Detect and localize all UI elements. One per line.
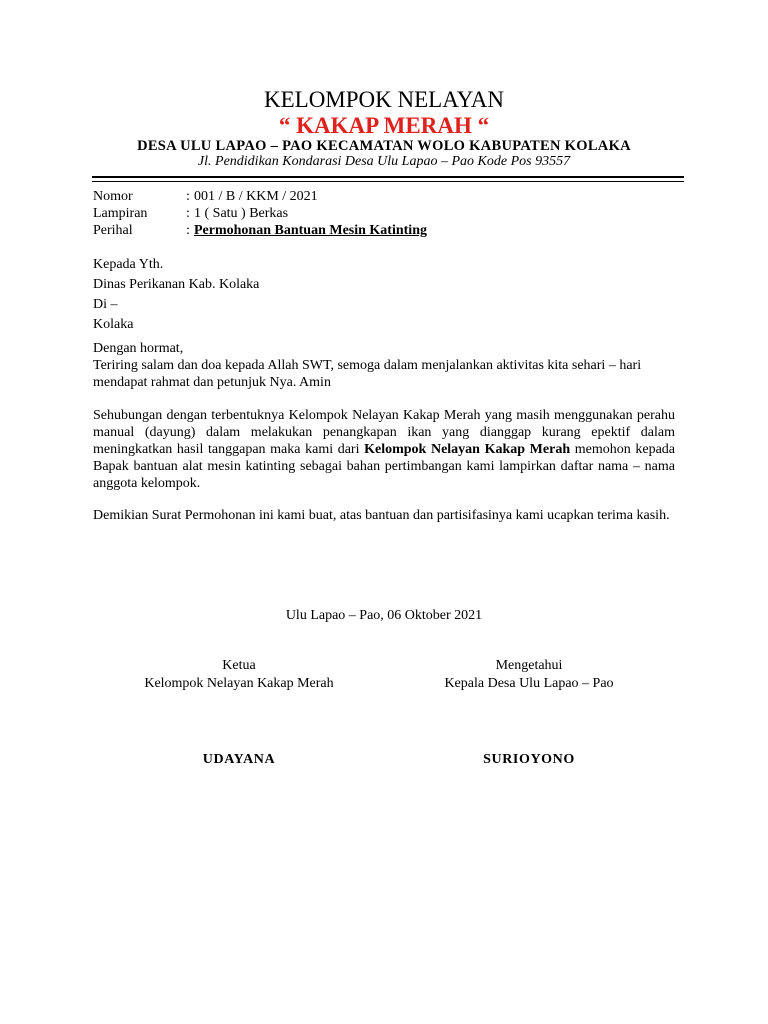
- letterhead-divider-thick: [92, 176, 684, 178]
- meta-colon: :: [186, 206, 190, 221]
- closing-paragraph: Demikian Surat Permohonan ini kami buat, atas bantuan dan partisifasinya kami ucapkan terima kasih.: [93, 508, 670, 523]
- main-paragraph-text: Sehubungan dengan terbentuknya Kelompok Nelayan Kakap Merah yang masih menggunakan perahu manual (dayung) dalam melakukan penangkapan ikan yang dianggap kurang epektif dalam meningkatkan hasil tanggapan maka kami dari: [93, 408, 675, 457]
- letter-meta: [93, 188, 427, 239]
- meta-row-nomor: [93, 188, 427, 205]
- signature-org: Kelompok Nelayan Kakap Merah: [144, 676, 334, 691]
- meta-value: 1 ( Satu ) Berkas: [194, 206, 289, 221]
- recipient-block: [93, 255, 259, 335]
- meta-colon: :: [186, 189, 190, 204]
- meta-label: Lampiran: [93, 206, 148, 221]
- recipient-line: Kolaka: [93, 317, 134, 332]
- greeting-block: [93, 340, 675, 391]
- letterhead-group-name: “ KAKAP MERAH “: [278, 113, 490, 138]
- letterhead-divider-thin: [92, 181, 684, 182]
- signature-org: Kepala Desa Ulu Lapao – Pao: [444, 676, 614, 691]
- place-date: Ulu Lapao – Pao, 06 Oktober 2021: [285, 608, 483, 623]
- recipient-line: Di –: [93, 297, 118, 312]
- letterhead-org-name: KELOMPOK NELAYAN: [263, 87, 505, 112]
- meta-value: 001 / B / KKM / 2021: [194, 189, 318, 204]
- signature-role: Mengetahui: [495, 658, 563, 673]
- signature-role: Ketua: [222, 658, 256, 673]
- letterhead-address-line: Jl. Pendidikan Kondarasi Desa Ulu Lapao – Pao Kode Pos 93557: [197, 154, 571, 169]
- meta-label: Nomor: [93, 189, 133, 204]
- main-paragraph-bold: Kelompok Nelayan Kakap Merah: [364, 442, 571, 457]
- recipient-line: Dinas Perikanan Kab. Kolaka: [93, 277, 260, 292]
- meta-colon: :: [186, 223, 190, 238]
- meta-value-subject: Permohonan Bantuan Mesin Katinting: [194, 223, 427, 238]
- meta-row-lampiran: [93, 205, 427, 222]
- main-paragraph-text: memohon kepada Bapak bantuan alat mesin katinting sebagai bahan pertimbangan kami lampirkan daftar nama – nama anggota kelompok.: [93, 442, 675, 491]
- meta-label: Perihal: [93, 223, 133, 238]
- meta-row-perihal: [93, 222, 427, 239]
- signature-name-right: SURIOYONO: [483, 752, 575, 767]
- letterhead-village-line: DESA ULU LAPAO – PAO KECAMATAN WOLO KABUPATEN KOLAKA: [137, 138, 631, 154]
- greeting: Dengan hormat,: [93, 341, 184, 356]
- main-paragraph: [93, 407, 675, 492]
- recipient-line: Kepada Yth.: [93, 257, 164, 272]
- opening-paragraph: Teriring salam dan doa kepada Allah SWT, semoga dalam menjalankan aktivitas kita sehari – hari mendapat rahmat dan petunjuk Nya. Amin: [93, 358, 642, 390]
- signature-right: [379, 657, 679, 693]
- signature-name-left: UDAYANA: [202, 752, 276, 767]
- signature-left: [89, 657, 389, 693]
